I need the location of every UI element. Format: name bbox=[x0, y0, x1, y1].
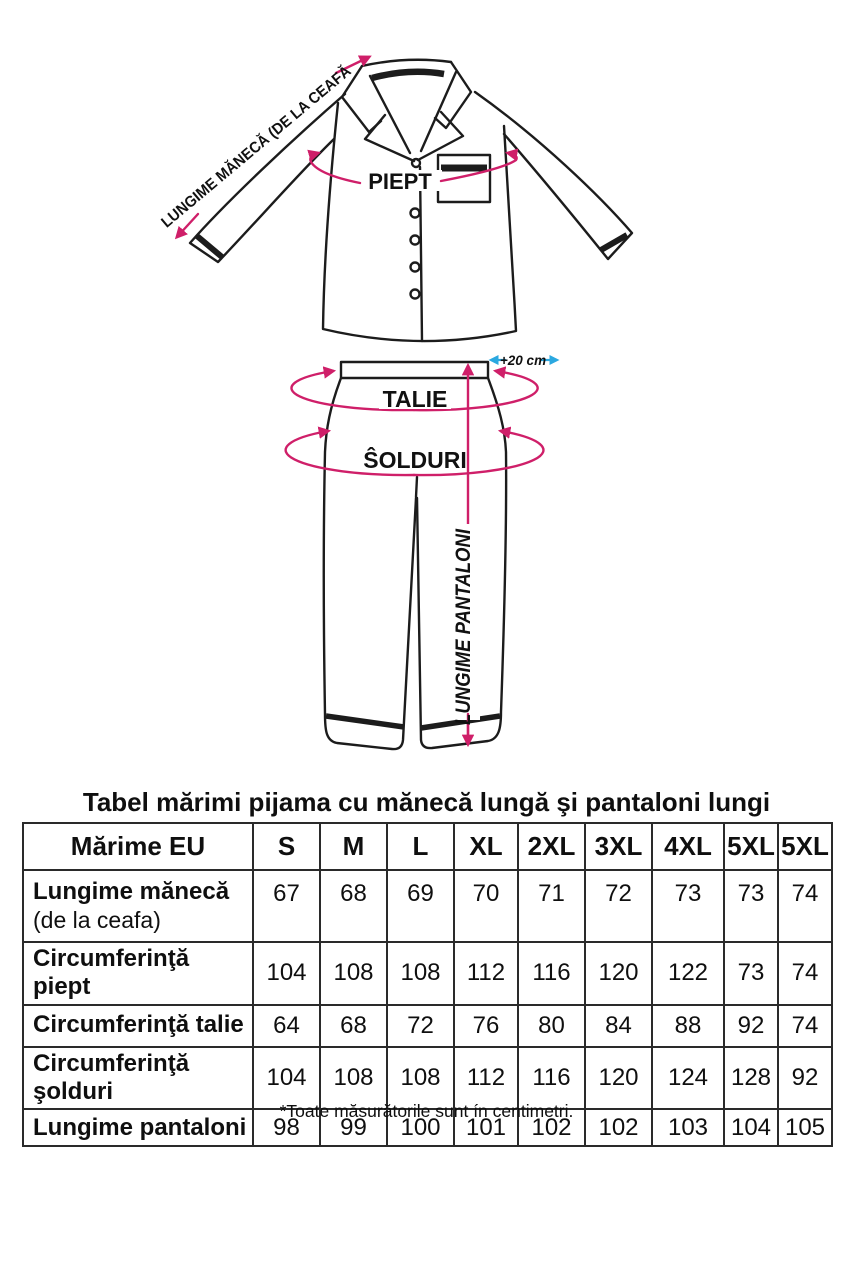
size-cell: 73 bbox=[724, 942, 778, 1005]
row-label bbox=[23, 870, 253, 942]
table-row-sleeve-length bbox=[23, 870, 832, 942]
fly-seam bbox=[416, 477, 417, 497]
size-cell: 92 bbox=[724, 1005, 778, 1047]
sleeve-length-label: LUNGIME MĂNECĂ (DE LA CEAFĂ bbox=[158, 53, 366, 232]
hips-label: ŜOLDURI bbox=[363, 447, 467, 473]
size-cell: 74 bbox=[778, 942, 832, 1005]
size-cell: 103 bbox=[652, 1109, 724, 1146]
size-cell: 92 bbox=[778, 1047, 832, 1110]
size-chart-title: Tabel mărimi pijama cu mănecă lungă şi pantaloni lungi bbox=[82, 787, 771, 818]
size-cell: 71 bbox=[518, 870, 585, 942]
chest-pocket bbox=[438, 155, 490, 202]
left-hem-band bbox=[326, 716, 404, 727]
sleeve-measurement bbox=[158, 53, 369, 237]
size-cell: 68 bbox=[320, 870, 387, 942]
header-size-5xl-b: 5XL bbox=[778, 823, 832, 870]
chest-arc-left bbox=[310, 153, 360, 183]
waist-label: TALIE bbox=[382, 386, 448, 412]
size-cell: 120 bbox=[585, 1047, 652, 1110]
header-size-5xl-a: 5XL bbox=[724, 823, 778, 870]
header-size-eu: Mărime EU bbox=[23, 823, 253, 870]
size-cell: 100 bbox=[387, 1109, 454, 1146]
size-cell: 104 bbox=[724, 1109, 778, 1146]
row-label: Lungime pantaloni bbox=[23, 1109, 253, 1146]
size-cell: 73 bbox=[724, 870, 778, 942]
ease-note-text: +20 cm bbox=[499, 353, 547, 368]
lapel-left bbox=[365, 115, 414, 161]
waistband-ease-note bbox=[491, 353, 557, 368]
size-cell: 105 bbox=[778, 1109, 832, 1146]
row-label: Circumferinţă piept bbox=[23, 942, 253, 1005]
header-size-4xl: 4XL bbox=[652, 823, 724, 870]
size-cell: 112 bbox=[454, 942, 518, 1005]
shirt-right-sleeve bbox=[475, 92, 632, 259]
size-cell: 124 bbox=[652, 1047, 724, 1110]
collar-inner-left bbox=[370, 76, 410, 153]
pajama-shirt-drawing bbox=[190, 60, 632, 341]
waistband bbox=[341, 362, 488, 378]
size-cell: 64 bbox=[253, 1005, 320, 1047]
collar-top bbox=[362, 60, 451, 66]
left-cuff-band bbox=[197, 236, 222, 257]
size-cell: 101 bbox=[454, 1109, 518, 1146]
header-size-3xl: 3XL bbox=[585, 823, 652, 870]
size-cell: 108 bbox=[387, 942, 454, 1005]
row-label: Circumferinţă talie bbox=[23, 1005, 253, 1047]
size-cell: 104 bbox=[253, 942, 320, 1005]
row-label-main: Lungime mănecă bbox=[33, 878, 230, 906]
size-cell: 88 bbox=[652, 1005, 724, 1047]
table-row-hips bbox=[23, 1047, 832, 1110]
size-cell: 128 bbox=[724, 1047, 778, 1110]
size-cell: 122 bbox=[652, 942, 724, 1005]
size-cell: 68 bbox=[320, 1005, 387, 1047]
size-cell: 112 bbox=[454, 1047, 518, 1110]
header-size-m: M bbox=[320, 823, 387, 870]
table-row-waist bbox=[23, 1005, 832, 1047]
size-cell: 72 bbox=[585, 870, 652, 942]
lapel-right bbox=[418, 112, 463, 160]
size-cell: 108 bbox=[320, 942, 387, 1005]
size-table bbox=[22, 822, 833, 1147]
header-size-l: L bbox=[387, 823, 454, 870]
pants-left-leg bbox=[324, 378, 416, 749]
header-row bbox=[23, 823, 832, 870]
collar-inner-right bbox=[421, 72, 456, 151]
size-cell: 120 bbox=[585, 942, 652, 1005]
size-cell: 70 bbox=[454, 870, 518, 942]
size-cell: 69 bbox=[387, 870, 454, 942]
size-cell: 104 bbox=[253, 1047, 320, 1110]
size-cell: 98 bbox=[253, 1109, 320, 1146]
size-cell: 102 bbox=[518, 1109, 585, 1146]
size-cell: 73 bbox=[652, 870, 724, 942]
size-cell: 80 bbox=[518, 1005, 585, 1047]
button-loop bbox=[412, 159, 420, 167]
pants-length-label: LUNGIME PANTALONI bbox=[452, 502, 475, 725]
size-cell: 116 bbox=[518, 1047, 585, 1110]
row-label-sub: (de la ceafa) bbox=[33, 906, 161, 933]
header-size-xl: XL bbox=[454, 823, 518, 870]
shirt-buttons bbox=[411, 209, 420, 299]
size-cell: 67 bbox=[253, 870, 320, 942]
collar-band bbox=[372, 72, 444, 78]
size-cell: 84 bbox=[585, 1005, 652, 1047]
table-row-chest bbox=[23, 942, 832, 1005]
row-label: Circumferinţă şolduri bbox=[23, 1047, 253, 1110]
size-cell: 102 bbox=[585, 1109, 652, 1146]
header-size-2xl: 2XL bbox=[518, 823, 585, 870]
size-cell: 74 bbox=[778, 1005, 832, 1047]
size-cell: 99 bbox=[320, 1109, 387, 1146]
footnote: *Toate măsurătorile sunt ín centimetri. bbox=[279, 1101, 574, 1121]
size-cell: 76 bbox=[454, 1005, 518, 1047]
chest-label: PIEPT bbox=[368, 169, 432, 194]
header-size-s: S bbox=[253, 823, 320, 870]
size-cell: 74 bbox=[778, 870, 832, 942]
size-cell: 108 bbox=[320, 1047, 387, 1110]
size-cell: 116 bbox=[518, 942, 585, 1005]
size-cell: 72 bbox=[387, 1005, 454, 1047]
size-cell: 108 bbox=[387, 1047, 454, 1110]
